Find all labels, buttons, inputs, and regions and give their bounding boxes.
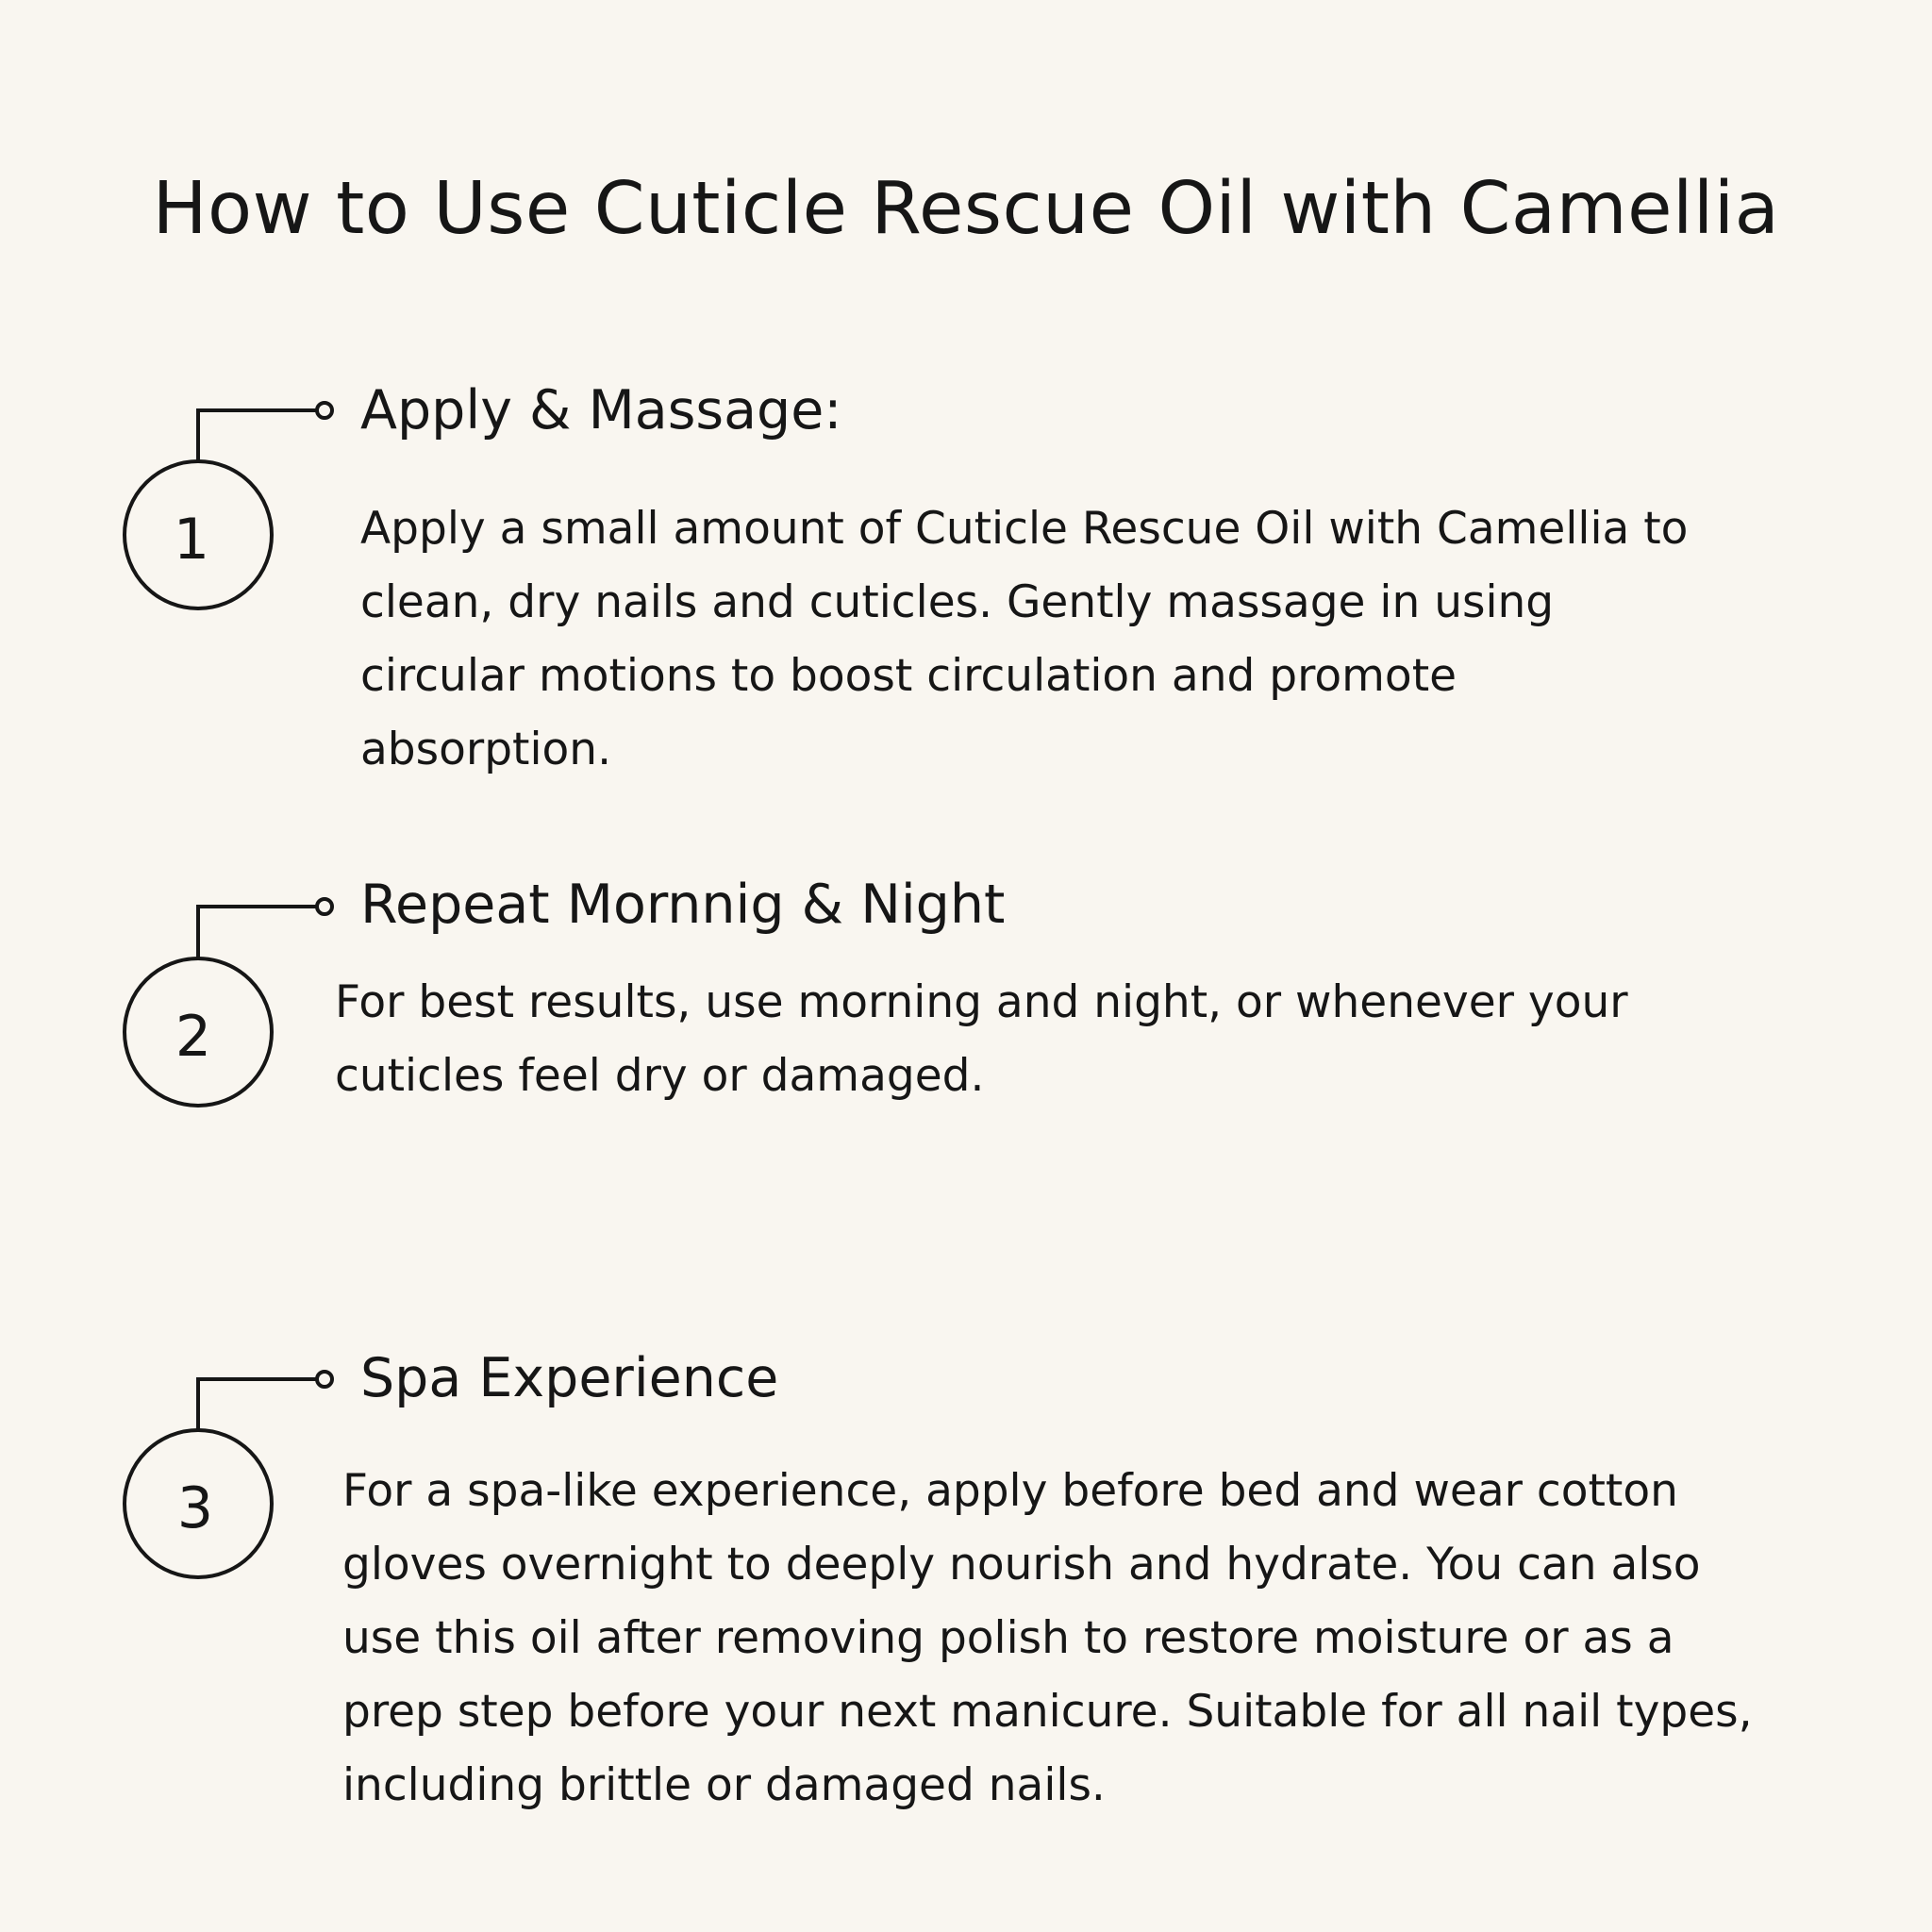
step-3-heading: Spa Experience <box>360 1347 779 1409</box>
step-3-connector-dot <box>317 1372 332 1387</box>
step-3-connector-line <box>198 1379 317 1430</box>
step-2-heading: Repeat Mornnig & Night <box>360 874 1006 936</box>
step-3-body: For a spa-like experience, apply before bed and wear cotton gloves overnight to deeply nourish and hydrate. You can also use this oil after removing polish to restore moisture or as a prep step before your next manicure. Suitable for all nail types, including brittle or damaged nails. <box>342 1465 1753 1811</box>
step-1-body: Apply a small amount of Cuticle Rescue Oil with Camellia to clean, dry nails and cuticles. Gently massage in using circular motions to boost circulation and promote absorption. <box>360 503 1689 775</box>
step-2-body: For best results, use morning and night, or whenever your cuticles feel dry or damaged. <box>335 976 1628 1102</box>
step-2-number: 2 <box>175 1004 212 1070</box>
step-1-number: 1 <box>173 507 210 573</box>
page-title: How to Use Cuticle Rescue Oil with Camellia <box>152 167 1780 251</box>
step-1-heading: Apply & Massage: <box>360 379 842 441</box>
step-3-number: 3 <box>176 1475 214 1541</box>
